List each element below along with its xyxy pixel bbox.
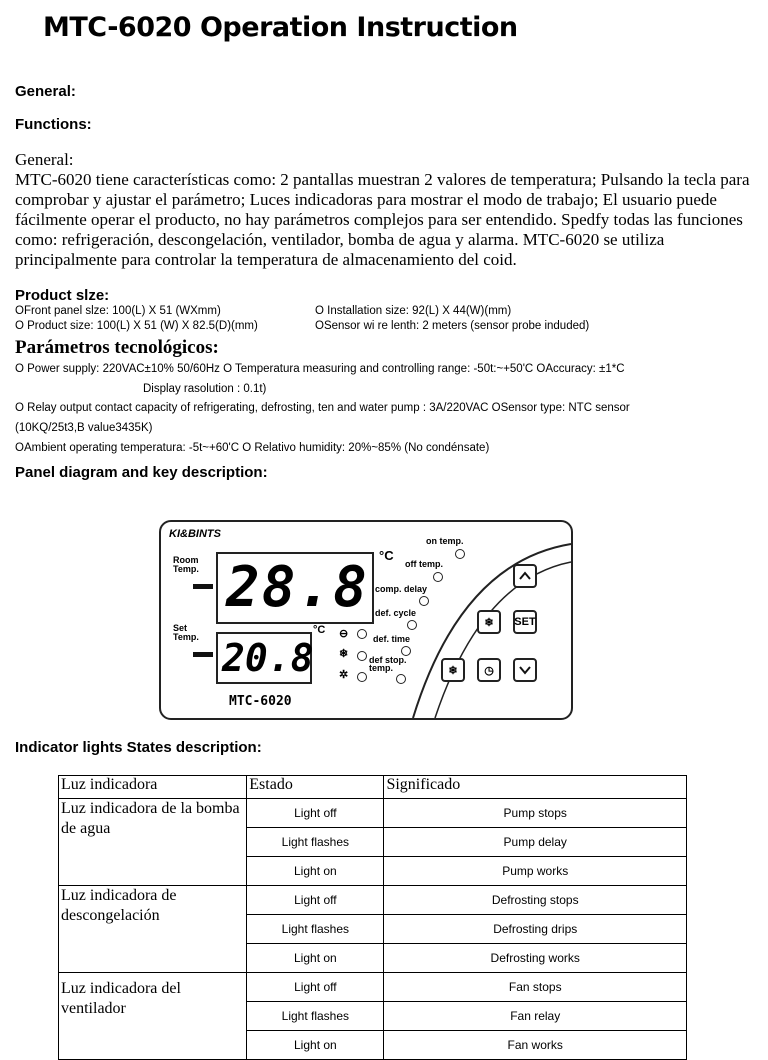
panel-heading: Panel diagram and key description:	[15, 464, 268, 481]
off-temp-label: off temp.	[405, 559, 443, 569]
sensor-wire-length: OSensor wi re lenth: 2 meters (sensor probe induded)	[315, 320, 590, 332]
room-temp-display	[216, 552, 374, 624]
set-temp-unit: °C	[313, 624, 326, 636]
group-name: Luz indicadora de la bomba de agua	[59, 799, 247, 886]
meaning-cell: Defrosting works	[384, 944, 687, 973]
header-meaning: Significado	[384, 776, 687, 799]
model-label: MTC-6020	[229, 694, 292, 709]
defrost-icon: ❄	[339, 648, 349, 660]
def-cycle-label: def. cycle	[375, 608, 417, 618]
def-stop-temp-label: def stop. temp.	[369, 655, 407, 673]
meaning-cell: Defrosting drips	[384, 915, 687, 944]
set-temp-dash	[193, 652, 213, 657]
general-text: General: MTC-6020 tiene características como: 2 pantallas muestran 2 valores de temperatura; Pulsando la tecla para comprobar y ajustar el parámetro; Luces indicadoras para mostrar el modo de trabajo; El usuario puede fácilmente operar el producto, no hay parámetros complejos para ser entendido. Spedfy todas las funciones como: refrigeración, descongelación, ventilador, bomba de agua y alarma. MTC-6020 se utiliza principalmente para controlar la temperatura de almacenamiento del coid.	[15, 150, 750, 269]
state-cell: Light flashes	[247, 1002, 384, 1031]
up-key[interactable]	[513, 564, 537, 588]
indicator-heading: Indicator lights States description:	[15, 739, 262, 756]
state-cell: Light on	[247, 944, 384, 973]
meaning-cell: Pump delay	[384, 828, 687, 857]
meaning-cell: Defrosting stops	[384, 886, 687, 915]
meaning-cell: Fan works	[384, 1031, 687, 1060]
room-temp-dash	[193, 584, 213, 589]
front-panel-size: OFront panel slze: 100(L) X 51 (WXmm)	[15, 305, 221, 317]
state-cell: Light off	[247, 886, 384, 915]
def-time-label: def. time	[373, 634, 411, 644]
comp-delay-label: comp. delay	[375, 584, 428, 594]
snowflake-icon: ❄	[448, 664, 458, 677]
tech-line-4: (10KQ/25t3,B value3435K)	[15, 422, 153, 434]
tech-line-3: O Relay output contact capacity of refrigerating, defrosting, ten and water pump : 3A/220VAC OSensor type: NTC sensor	[15, 402, 630, 414]
state-cell: Light on	[247, 857, 384, 886]
down-key[interactable]	[513, 658, 537, 682]
state-cell: Light on	[247, 1031, 384, 1060]
state-cell: Light flashes	[247, 915, 384, 944]
table-row	[59, 799, 687, 828]
meaning-cell: Fan stops	[384, 973, 687, 1002]
defrost-key-icon: ❄	[484, 616, 494, 629]
set-temp-value: 20.8	[222, 636, 314, 680]
fan-led	[357, 672, 367, 682]
table-row	[59, 886, 687, 915]
brand-logo: KI&BINTS	[169, 528, 221, 540]
pump-icon: ⊖	[339, 628, 349, 640]
defrost-key[interactable]	[477, 610, 501, 634]
defrost-led	[357, 651, 367, 661]
room-temp-label: Room Temp.	[173, 555, 199, 574]
fan-icon: ✲	[339, 669, 349, 681]
product-size: O Product size: 100(L) X 51 (W) X 82.5(D)(mm)	[15, 320, 258, 332]
product-size-heading: Product slze:	[15, 287, 110, 304]
set-key[interactable]: SET	[513, 610, 537, 634]
on-temp-label: on temp.	[426, 536, 464, 546]
down-arrow-icon	[518, 663, 532, 677]
functions-heading: Functions:	[15, 116, 92, 133]
tech-params-heading: Parámetros tecnológicos:	[15, 337, 219, 358]
tech-line-5: OAmbient operating temperatura: -5t~+60'C O Relativo humidity: 20%~85% (No condénsate)	[15, 442, 490, 454]
header-state: Estado	[247, 776, 384, 799]
timer-defrost-key[interactable]	[477, 658, 501, 682]
table-row	[59, 973, 687, 1002]
group-name: Luz indicadora del ventilador	[59, 973, 247, 1060]
state-cell: Light flashes	[247, 828, 384, 857]
pump-led	[357, 629, 367, 639]
header-indicator: Luz indicadora	[59, 776, 247, 799]
meaning-cell: Pump works	[384, 857, 687, 886]
set-temp-display	[216, 632, 312, 684]
panel-diagram	[159, 520, 573, 720]
set-temp-label: Set Temp.	[173, 623, 199, 642]
meaning-cell: Pump stops	[384, 799, 687, 828]
indicator-table	[58, 775, 687, 1060]
state-cell: Light off	[247, 799, 384, 828]
room-temp-value: 28.8	[226, 555, 369, 620]
tech-line-1: O Power supply: 220VAC±10% 50/60Hz O Temperatura measuring and controlling range: -50t:~+50'C OAccuracy: ±1*C	[15, 363, 625, 375]
manual-defrost-key[interactable]	[441, 658, 465, 682]
clock-icon: ◷	[484, 664, 494, 677]
tech-line-2: Display rasolution : 0.1t)	[143, 383, 267, 395]
general-paragraph	[15, 150, 755, 270]
page-title: MTC-6020 Operation Instruction	[43, 12, 518, 43]
up-arrow-icon	[518, 569, 532, 583]
room-temp-unit: °C	[379, 548, 394, 563]
installation-size: O Installation size: 92(L) X 44(W)(mm)	[315, 305, 512, 317]
meaning-cell: Fan relay	[384, 1002, 687, 1031]
group-name: Luz indicadora de descongelación	[59, 886, 247, 973]
state-cell: Light off	[247, 973, 384, 1002]
general-heading: General:	[15, 83, 76, 100]
table-header-row	[59, 776, 687, 799]
